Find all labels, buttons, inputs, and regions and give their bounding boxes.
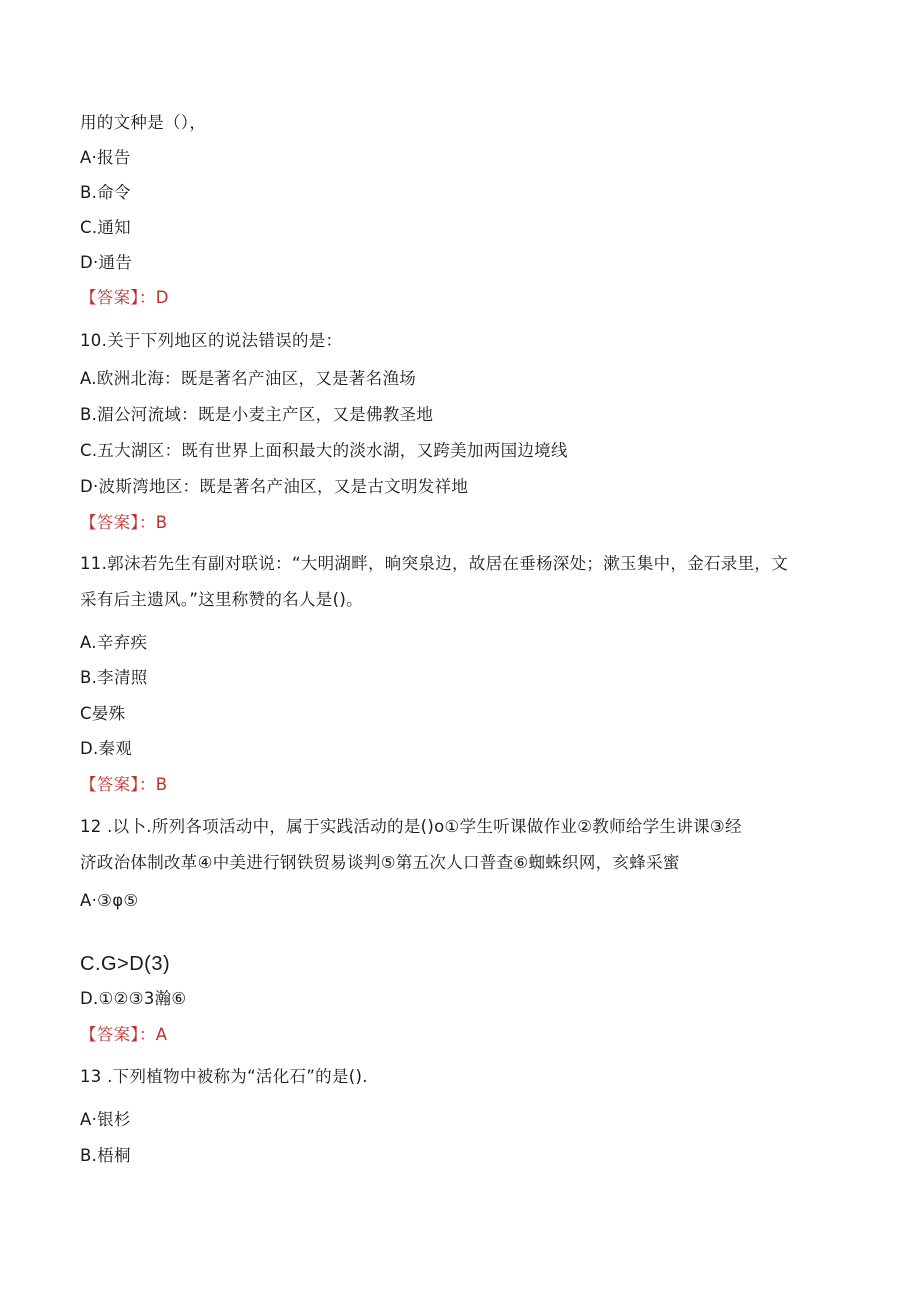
question-10-stem: 10.关于下列地区的说法错误的是： [80,331,343,350]
q10-option-c: C.五大湖区：既有世界上面积最大的淡水湖，又跨美加两国边境线 [80,441,568,460]
q10-option-d: D·波斯湾地区：既是著名产油区，又是古文明发祥地 [80,477,469,496]
question-12-stem-line-1: 12 .以卜.所列各项活动中，属于实践活动的是()o①学生听课做作业②教师给学生讲课③经 [80,817,742,836]
question-12-stem-line-2: 济政治体制改革④中美进行钢铁贸易谈判⑤第五次人口普查⑥蜘蛛织网，亥蜂采蜜 [80,853,680,872]
q12-option-c: C.G>D(3) [80,953,171,975]
q10-option-b: B.湄公河流域：既是小麦主产区，又是佛教圣地 [80,405,434,424]
question-11-stem-line-2: 采有后主遗风。”这里称赞的名人是()。 [80,590,363,609]
q11-option-a: A.辛弃疾 [80,633,148,652]
q10-answer: 【答案】：B [80,513,168,532]
q9-option-a: A·报告 [80,148,131,167]
q11-option-b: B.李清照 [80,668,148,687]
q13-option-b: B.梧桐 [80,1146,131,1165]
q10-option-a: A.欧洲北海：既是著名产油区，又是著名渔场 [80,369,417,388]
q9-answer: 【答案】：D [80,288,169,307]
q9-option-b: B.命令 [80,183,131,202]
q13-option-a: A·银杉 [80,1110,131,1129]
q11-answer: 【答案】：B [80,775,168,794]
q12-option-d: D.①②③3瀚⑥ [80,989,187,1008]
question-11-stem-line-1: 11.郭沫若先生有副对联说：“大明湖畔，晌突泉边，故居在垂杨深处；漱玉集中，金石录里，文 [80,554,788,573]
q12-answer: 【答案】：A [80,1025,168,1044]
question-13-stem: 13 .下列植物中被称为“活化石”的是(). [80,1067,368,1086]
q11-option-c: C晏殊 [80,704,126,723]
q9-option-c: C.通知 [80,218,131,237]
question-9-stem-tail: 用的文种是（）， [80,113,207,132]
q12-option-a: A·③φ⑤ [80,891,139,910]
q11-option-d: D.秦观 [80,739,133,758]
q9-option-d: D·通告 [80,253,133,272]
